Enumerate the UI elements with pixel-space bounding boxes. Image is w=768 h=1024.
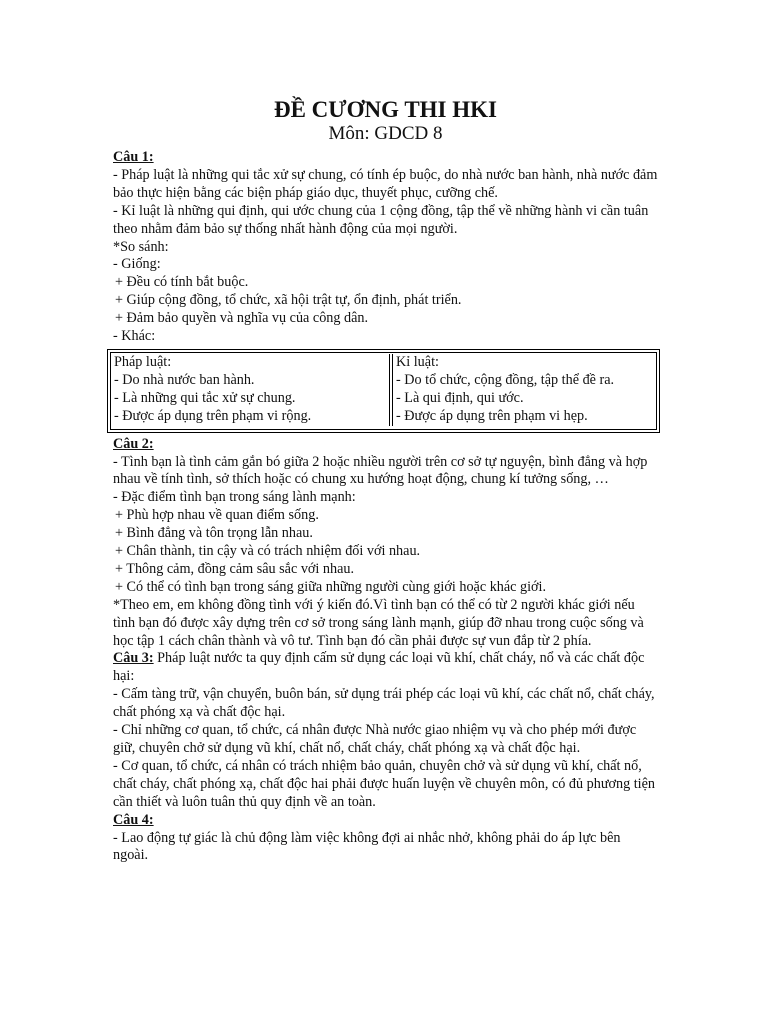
- table-cell: - Được áp dụng trên phạm vi hẹp.: [396, 407, 588, 424]
- list-item: + Có thể có tình bạn trong sáng giữa những người cùng giới hoặc khác giới.: [115, 578, 547, 595]
- paragraph: - Chỉ những cơ quan, tổ chức, cá nhân được Nhà nước giao nhiệm vụ và cho phép mới được giữ, chuyên chở sử dụng vũ khí, chất nổ, chất cháy, chất phóng xạ và chất độc hại.: [113, 722, 637, 756]
- table-cell: - Do tổ chức, cộng đồng, tập thể đề ra.: [396, 371, 615, 388]
- table-cell: - Do nhà nước ban hành.: [114, 371, 255, 388]
- question-3-block: [113, 650, 658, 686]
- question-2-heading: Câu 2:: [113, 435, 154, 452]
- question-3-intro: Pháp luật nước ta quy định cấm sử dụng các loại vũ khí, chất cháy, nổ và các chất độc hại:: [113, 650, 645, 685]
- paragraph: - Kỉ luật là những qui định, qui ước chung của 1 cộng đồng, tập thể về những hành vi cần tuân theo nhằm đảm bảo sự thống nhất hành động của mọi người.: [113, 202, 649, 237]
- comparison-column-law: [111, 354, 387, 426]
- paragraph: - Lao động tự giác là chủ động làm việc không đợi ai nhắc nhở, không phải do áp lực bên ngoài.: [113, 829, 621, 864]
- comparison-table: [107, 349, 660, 433]
- table-cell: - Được áp dụng trên phạm vi rộng.: [114, 407, 312, 424]
- paragraph: - Cơ quan, tổ chức, cá nhân có trách nhiệm bảo quản, chuyên chở và sử dụng vũ khí, chất nổ, chất cháy, chất phóng xạ, chất độc hai phải được huấn luyện về chuyên môn, có đủ phương tiện cần thiết và luôn tuân thủ quy định về an toàn.: [113, 757, 656, 810]
- table-cell: Pháp luật:: [114, 353, 172, 370]
- paragraph: *So sánh:: [113, 238, 169, 255]
- list-item: + Đảm bảo quyền và nghĩa vụ của công dân.: [115, 310, 369, 327]
- list-item: + Thông cảm, đồng cảm sâu sắc với nhau.: [115, 560, 355, 577]
- list-item: + Giúp cộng đồng, tổ chức, xã hội trật tự, ổn định, phát triển.: [115, 292, 462, 309]
- list-item: + Chân thành, tin cậy và có trách nhiệm đối với nhau.: [115, 543, 421, 560]
- table-cell: - Là qui định, qui ước.: [396, 389, 524, 406]
- paragraph: - Giống:: [113, 256, 161, 273]
- paragraph: - Đặc điểm tình bạn trong sáng lành mạnh:: [113, 489, 356, 506]
- paragraph: - Cấm tàng trữ, vận chuyển, buôn bán, sử dụng trái phép các loại vũ khí, các chất nổ, chất cháy, chất phóng xạ và chất độc hại.: [113, 686, 655, 721]
- paragraph: *Theo em, em không đồng tình với ý kiến đó.Vì tình bạn có thể có từ 2 người khác giới nếu tình bạn đó được xây dựng trên cơ sở trong sáng lành mạnh, giúp đỡ nhau trong cuộc sống và học tập 1 cách chân thành và vô tư. Tình bạn đó cần phải được sự vun đắp từ 2 phía.: [113, 596, 644, 649]
- paragraph: - Pháp luật là những qui tắc xử sự chung, có tính ép buộc, do nhà nước ban hành, nhà nước đảm bảo thực hiện bằng các biện pháp giáo dục, thuyết phục, cưỡng chế.: [113, 166, 658, 201]
- comparison-column-discipline: [389, 354, 656, 426]
- question-1-heading: Câu 1:: [113, 149, 154, 165]
- question-4-heading: Câu 4:: [113, 811, 154, 828]
- list-item: + Phù hợp nhau về quan điểm sống.: [115, 507, 319, 524]
- question-3-heading: Câu 3:: [113, 650, 154, 667]
- document-subtitle: Môn: GDCD 8: [328, 123, 443, 144]
- document-title: ĐỀ CƯƠNG THI HKI: [273, 97, 497, 122]
- paragraph: - Khác:: [113, 328, 156, 345]
- paragraph: - Tình bạn là tình cảm gắn bó giữa 2 hoặc nhiều người trên cơ sở tự nguyện, bình đẳng và hợp nhau về tính tình, sở thích hoặc có chung xu hướng hoạt động, chung kí tưởng sống, …: [113, 453, 648, 488]
- document-page: [113, 96, 658, 865]
- table-cell: - Là những qui tắc xử sự chung.: [114, 389, 296, 406]
- list-item: + Đều có tính bắt buộc.: [115, 274, 249, 291]
- list-item: + Bình đẳng và tôn trọng lẫn nhau.: [115, 525, 313, 542]
- table-cell: Kỉ luật:: [396, 353, 439, 370]
